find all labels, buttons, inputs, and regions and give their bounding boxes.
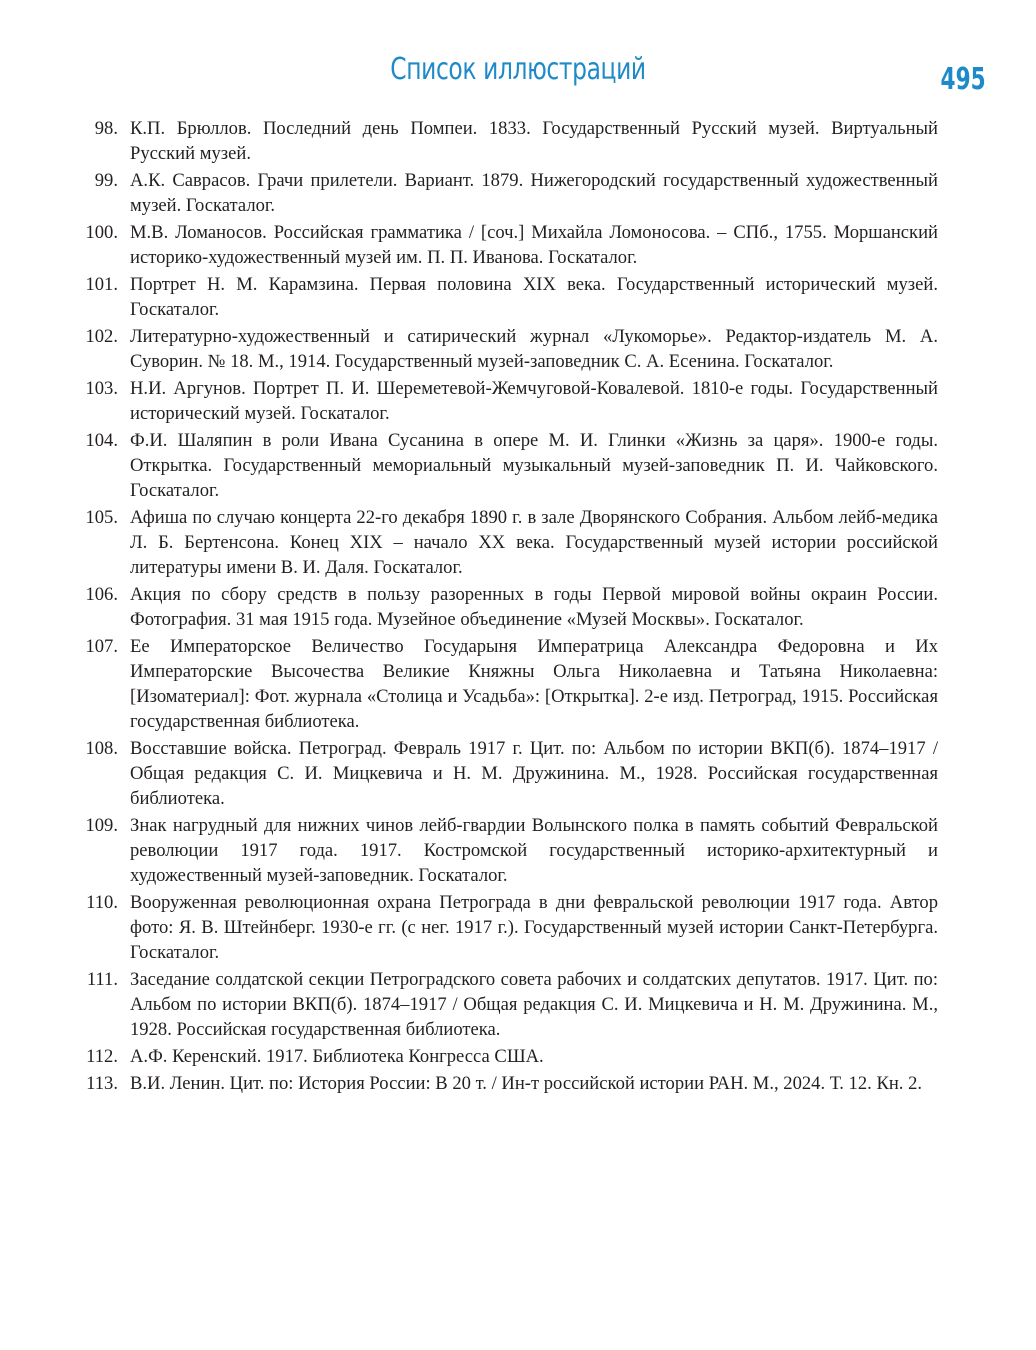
item-number: 104. [85, 430, 118, 451]
item-text: Заседание солдатской секции Петроградского совета рабочих и солдатских депутатов. 1917. Цит. по: Альбом по истории ВКП(б). 1874–1917 / Общая редакция С. И. Мицкевича и Н. М. Дружинина. М., 1928. Российская государственная библиотека. [130, 969, 938, 1040]
list-item [78, 634, 938, 734]
item-number: 108. [85, 738, 118, 759]
page-number: 495 [940, 62, 986, 97]
item-text: В.И. Ленин. Цит. по: История России: В 20 т. / Ин-т российской истории РАН. М., 2024. Т. 12. Кн. 2. [130, 1073, 923, 1094]
list-item [78, 582, 938, 632]
item-text: Литературно-художественный и сатирический журнал «Лукоморье». Редактор-издатель М. А. Суворин. № 18. М., 1914. Государственный музей-заповедник С. А. Есенина. Госкаталог. [130, 326, 938, 372]
item-text: Ее Императорское Величество Государыня Императрица Александра Федоровна и Их Императорские Высочества Великие Княжны Ольга Николаевна и Татьяна Николаевна: [Изоматериал]: Фот. журнала «Столица и Усадьба»: [Открытка]. 2-е изд. Петроград, 1915. Российская государственная библиотека. [130, 636, 938, 732]
list-item [78, 272, 938, 322]
list-item [78, 116, 938, 166]
item-text: Н.И. Аргунов. Портрет П. И. Шереметевой-Жемчуговой-Ковалевой. 1810-е годы. Государственный исторический музей. Госкаталог. [130, 378, 938, 424]
item-text: Знак нагрудный для нижних чинов лейб-гвардии Волынского полка в память событий Февральской революции 1917 года. 1917. Костромской государственный историко-архитектурный и художественный музей-заповедник. Госкаталог. [130, 815, 938, 886]
item-number: 112. [86, 1046, 118, 1067]
item-text: Портрет Н. М. Карамзина. Первая половина XIX века. Государственный исторический музей. Госкаталог. [130, 274, 938, 320]
list-item [78, 736, 938, 811]
item-number: 101. [85, 274, 118, 295]
item-text: Ф.И. Шаляпин в роли Ивана Сусанина в опере М. И. Глинки «Жизнь за царя». 1900-е годы. Открытка. Государственный мемориальный музыкальный музей-заповедник П. И. Чайковского. Госкаталог. [130, 430, 938, 501]
item-text: М.В. Ломаносов. Российская грамматика / [соч.] Михайла Ломоносова. – СПб., 1755. Моршанский историко-художественный музей им. П. П. Иванова. Госкаталог. [130, 222, 938, 268]
item-number: 110. [86, 892, 118, 913]
item-text: А.К. Саврасов. Грачи прилетели. Вариант. 1879. Нижегородский государственный художественный музей. Госкаталог. [130, 170, 938, 216]
list-item [78, 1044, 938, 1069]
item-text: А.Ф. Керенский. 1917. Библиотека Конгресса США. [130, 1046, 544, 1067]
item-text: Восставшие войска. Петроград. Февраль 1917 г. Цит. по: Альбом по истории ВКП(б). 1874–1917 / Общая редакция С. И. Мицкевича и Н. М. Дружинина. М., 1928. Российская государственная библиотека. [130, 738, 938, 809]
item-text: К.П. Брюллов. Последний день Помпеи. 1833. Государственный Русский музей. Виртуальный Русский музей. [130, 118, 938, 164]
list-item [78, 1071, 938, 1096]
item-text: Афиша по случаю концерта 22-го декабря 1890 г. в зале Дворянского Собрания. Альбом лейб-медика Л. Б. Бертенсона. Конец XIX – начало XX века. Государственный музей истории российской литературы имени В. И. Даля. Госкаталог. [130, 507, 938, 578]
item-text: Вооруженная революционная охрана Петрограда в дни февральской революции 1917 года. Автор фото: Я. В. Штейнберг. 1930-е гг. (с нег. 1917 г.). Государственный музей истории Санкт-Петербурга. Госкаталог. [130, 892, 938, 963]
item-text: Акция по сбору средств в пользу разоренных в годы Первой мировой войны окраин России. Фотография. 31 мая 1915 года. Музейное объединение «Музей Москвы». Госкаталог. [130, 584, 938, 630]
item-number: 113. [86, 1073, 118, 1094]
item-number: 99. [94, 170, 118, 191]
illustration-list [78, 116, 938, 1098]
list-item [78, 376, 938, 426]
item-number: 109. [85, 815, 118, 836]
item-number: 98. [94, 118, 118, 139]
list-item [78, 220, 938, 270]
item-number: 107. [85, 636, 118, 657]
item-number: 105. [85, 507, 118, 528]
item-number: 100. [85, 222, 118, 243]
list-item [78, 967, 938, 1042]
item-number: 103. [85, 378, 118, 399]
list-item [78, 890, 938, 965]
item-number: 106. [85, 584, 118, 605]
item-number: 102. [85, 326, 118, 347]
list-item [78, 505, 938, 580]
list-item [78, 168, 938, 218]
running-head-title: Список иллюстраций [390, 52, 646, 87]
list-item [78, 428, 938, 503]
list-item [78, 324, 938, 374]
item-number: 111. [86, 969, 118, 990]
list-item [78, 813, 938, 888]
